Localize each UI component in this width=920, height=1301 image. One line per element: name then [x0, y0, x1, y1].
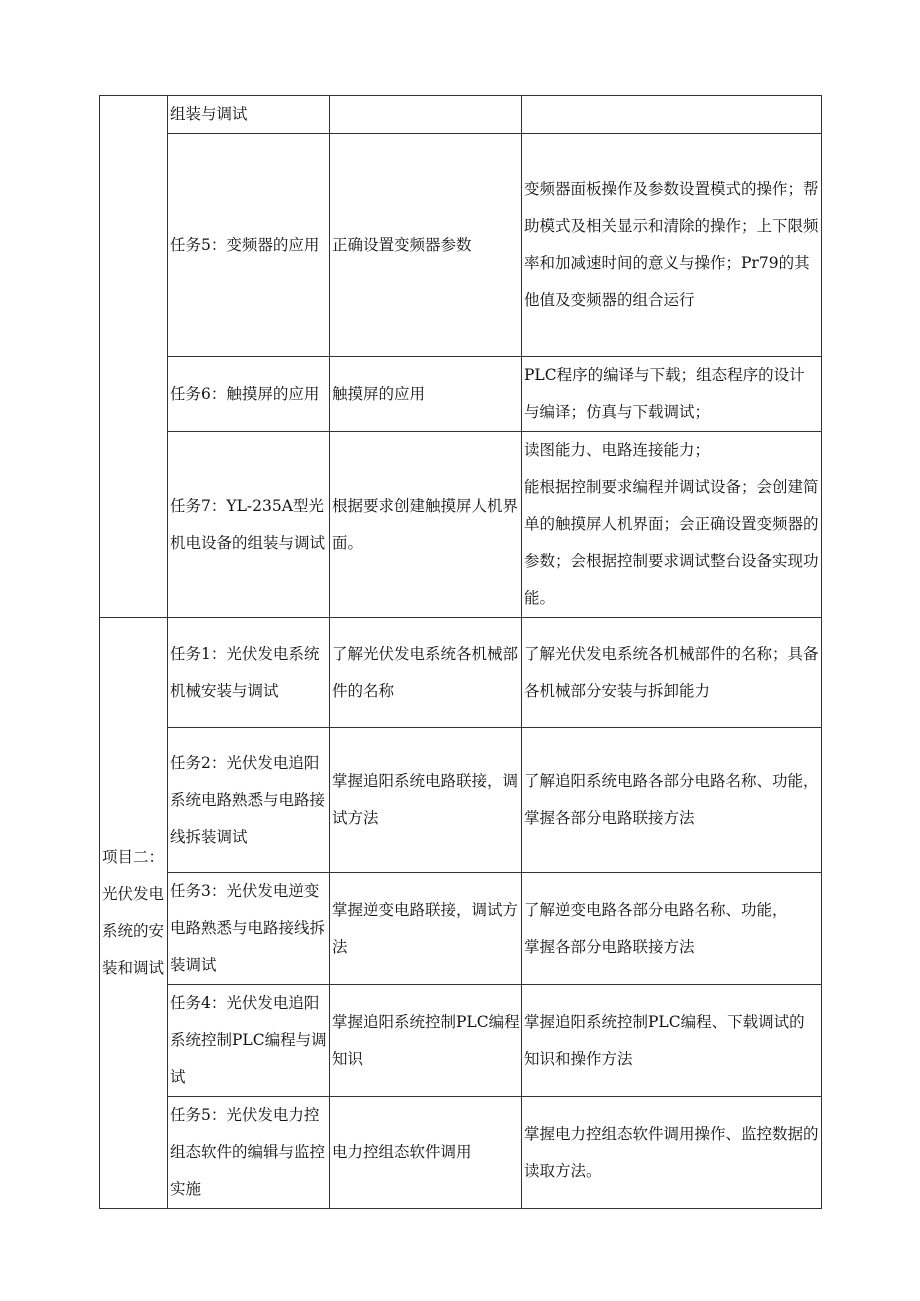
content-cell: 正确设置变频器参数	[330, 134, 522, 357]
requirement-cell	[522, 96, 822, 134]
content-cell: 根据要求创建触摸屏人机界面。	[330, 432, 522, 618]
requirement-cell: 了解逆变电路各部分电路名称、功能， 掌握各部分电路联接方法	[522, 873, 822, 985]
task-cell: 任务3：光伏发电逆变电路熟悉与电路接线拆装调试	[168, 873, 330, 985]
task-cell: 任务5：变频器的应用	[168, 134, 330, 357]
requirement-cell: 掌握追阳系统控制PLC编程、下载调试的知识和操作方法	[522, 985, 822, 1097]
content-cell: 掌握追阳系统电路联接，调试方法	[330, 728, 522, 873]
content-cell	[330, 96, 522, 134]
task-cell: 任务7：YL-235A型光机电设备的组装与调试	[168, 432, 330, 618]
content-cell: 触摸屏的应用	[330, 357, 522, 432]
task-cell: 任务6：触摸屏的应用	[168, 357, 330, 432]
course-table	[99, 95, 822, 1209]
task-cell: 任务4：光伏发电追阳系统控制PLC编程与调试	[168, 985, 330, 1097]
requirement-cell: PLC程序的编译与下载；组态程序的设计与编译；仿真与下载调试；	[522, 357, 822, 432]
requirement-cell: 读图能力、电路连接能力； 能根据控制要求编程并调试设备；会创建简单的触摸屏人机界面；会正确设置变频器的参数；会根据控制要求调试整台设备实现功能。	[522, 432, 822, 618]
content-cell: 电力控组态软件调用	[330, 1097, 522, 1209]
content-cell: 掌握逆变电路联接，调试方法	[330, 873, 522, 985]
task-cell: 任务1：光伏发电系统机械安装与调试	[168, 618, 330, 728]
project-name-cell: 项目二：光伏发电系统的安装和调试	[100, 618, 168, 1209]
requirement-cell: 掌握电力控组态软件调用操作、监控数据的读取方法。	[522, 1097, 822, 1209]
content-cell: 了解光伏发电系统各机械部件的名称	[330, 618, 522, 728]
project1-cell	[100, 96, 168, 618]
content-cell: 掌握追阳系统控制PLC编程知识	[330, 985, 522, 1097]
task-cell: 任务2：光伏发电追阳系统电路熟悉与电路接线拆装调试	[168, 728, 330, 873]
task-cell: 组装与调试	[168, 96, 330, 134]
requirement-cell: 了解追阳系统电路各部分电路名称、功能，掌握各部分电路联接方法	[522, 728, 822, 873]
task-cell: 任务5：光伏发电力控组态软件的编辑与监控实施	[168, 1097, 330, 1209]
requirement-cell: 了解光伏发电系统各机械部件的名称；具备各机械部分安装与拆卸能力	[522, 618, 822, 728]
requirement-cell: 变频器面板操作及参数设置模式的操作；帮助模式及相关显示和清除的操作；上下限频率和加减速时间的意义与操作；Pr79的其他值及变频器的组合运行	[522, 134, 822, 357]
